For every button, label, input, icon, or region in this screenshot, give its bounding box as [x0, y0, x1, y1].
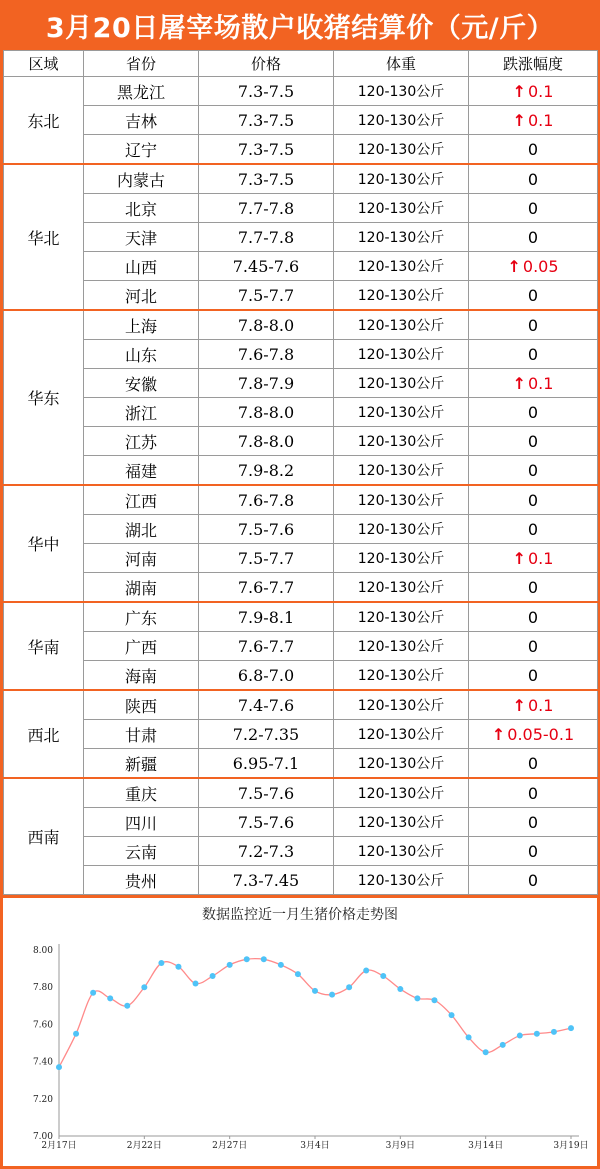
province-cell: 上海: [84, 310, 199, 340]
province-cell: 安徽: [84, 369, 199, 398]
change-value: 0: [527, 285, 539, 305]
change-cell: [469, 749, 598, 779]
change-cell: [469, 398, 598, 427]
x-tick-label: 3月14日: [468, 1141, 504, 1151]
province-cell: 黑龙江: [84, 77, 199, 106]
data-point: [431, 997, 437, 1003]
table-row: [4, 252, 598, 281]
province-cell: 海南: [84, 661, 199, 691]
price-cell: 7.2-7.3: [199, 837, 334, 866]
change-cell: [469, 194, 598, 223]
data-point: [312, 988, 318, 994]
province-cell: 河南: [84, 544, 199, 573]
data-point: [175, 964, 181, 970]
price-cell: 7.6-7.7: [199, 632, 334, 661]
change-value: 0.1: [527, 695, 554, 715]
arrow-up-icon: ↑: [512, 373, 526, 393]
change-cell: [469, 515, 598, 544]
table-row: [4, 808, 598, 837]
y-tick-label: 7.00: [32, 1132, 53, 1142]
change-value: 0.05-0.1: [507, 724, 575, 744]
x-tick-label: 2月27日: [212, 1141, 248, 1151]
data-point: [107, 995, 113, 1001]
province-cell: 陕西: [84, 690, 199, 720]
change-cell: [469, 106, 598, 135]
table-row: [4, 749, 598, 779]
province-cell: 重庆: [84, 778, 199, 808]
table-row: [4, 720, 598, 749]
change-cell: [469, 632, 598, 661]
weight-cell: 120-130公斤: [334, 515, 469, 544]
weight-cell: 120-130公斤: [334, 194, 469, 223]
data-point: [329, 992, 335, 998]
arrow-up-icon: ↑: [507, 256, 521, 276]
table-row: [4, 778, 598, 808]
table-row: [4, 632, 598, 661]
table-header-row: [4, 51, 598, 77]
province-cell: 广东: [84, 602, 199, 632]
weight-cell: 120-130公斤: [334, 808, 469, 837]
price-cell: 7.5-7.6: [199, 778, 334, 808]
change-value: 0: [527, 841, 539, 861]
weight-cell: 120-130公斤: [334, 749, 469, 779]
table-row: [4, 544, 598, 573]
change-value: 0: [527, 607, 539, 627]
header-region: 区域: [4, 51, 84, 77]
change-value: 0: [527, 431, 539, 451]
page-title: 3月20日屠宰场散户收猪结算价（元/斤）: [45, 12, 555, 44]
change-cell: [469, 456, 598, 486]
table-row: [4, 573, 598, 603]
price-cell: 7.7-7.8: [199, 223, 334, 252]
data-point: [380, 973, 386, 979]
arrow-up-icon: ↑: [512, 695, 526, 715]
change-value: 0.1: [527, 548, 554, 568]
change-value: 0: [527, 402, 539, 422]
change-value: 0: [527, 139, 539, 159]
weight-cell: 120-130公斤: [334, 252, 469, 281]
weight-cell: 120-130公斤: [334, 164, 469, 194]
data-point: [551, 1029, 557, 1035]
weight-cell: 120-130公斤: [334, 661, 469, 691]
province-cell: 辽宁: [84, 135, 199, 165]
price-cell: 7.8-7.9: [199, 369, 334, 398]
data-point: [397, 986, 403, 992]
data-point: [534, 1031, 540, 1037]
data-point: [483, 1049, 489, 1055]
province-cell: 北京: [84, 194, 199, 223]
price-cell: 7.6-7.8: [199, 485, 334, 515]
change-value: 0.05: [522, 256, 559, 276]
change-cell: [469, 690, 598, 720]
weight-cell: 120-130公斤: [334, 369, 469, 398]
price-cell: 7.3-7.5: [199, 135, 334, 165]
weight-cell: 120-130公斤: [334, 456, 469, 486]
header-price: 价格: [199, 51, 334, 77]
change-value: 0.1: [527, 110, 554, 130]
change-value: 0: [527, 169, 539, 189]
weight-cell: 120-130公斤: [334, 106, 469, 135]
arrow-up-icon: ↑: [512, 110, 526, 130]
price-cell: 7.5-7.7: [199, 281, 334, 311]
weight-cell: 120-130公斤: [334, 223, 469, 252]
change-cell: [469, 427, 598, 456]
data-point: [193, 980, 199, 986]
header-province: 省份: [84, 51, 199, 77]
data-point: [90, 990, 96, 996]
change-cell: [469, 866, 598, 895]
table-row: [4, 340, 598, 369]
change-value: 0: [527, 753, 539, 773]
province-cell: 天津: [84, 223, 199, 252]
change-cell: [469, 369, 598, 398]
change-cell: [469, 837, 598, 866]
province-cell: 福建: [84, 456, 199, 486]
y-tick-label: 7.60: [32, 1020, 53, 1031]
table-row: [4, 866, 598, 895]
price-cell: 7.8-8.0: [199, 398, 334, 427]
change-value: 0.1: [527, 81, 554, 101]
table-row: [4, 369, 598, 398]
change-value: 0: [527, 519, 539, 539]
table-row: [4, 135, 598, 165]
province-cell: 贵州: [84, 866, 199, 895]
price-cell: 7.3-7.5: [199, 77, 334, 106]
y-tick-label: 8.00: [32, 946, 53, 956]
change-value: 0: [527, 783, 539, 803]
table-row: [4, 515, 598, 544]
province-cell: 广西: [84, 632, 199, 661]
price-cell: 7.3-7.45: [199, 866, 334, 895]
price-table: [3, 50, 598, 895]
table-row: [4, 106, 598, 135]
change-value: 0: [527, 636, 539, 656]
table-row: [4, 837, 598, 866]
price-cell: 7.3-7.5: [199, 106, 334, 135]
weight-cell: 120-130公斤: [334, 398, 469, 427]
price-cell: 7.5-7.6: [199, 808, 334, 837]
price-cell: 7.7-7.8: [199, 194, 334, 223]
arrow-up-icon: ↑: [491, 724, 506, 744]
table-row: [4, 398, 598, 427]
weight-cell: 120-130公斤: [334, 632, 469, 661]
data-point: [466, 1034, 472, 1040]
province-cell: 四川: [84, 808, 199, 837]
table-row: [4, 602, 598, 632]
change-cell: [469, 602, 598, 632]
y-tick-label: 7.80: [32, 983, 53, 994]
province-cell: 江西: [84, 485, 199, 515]
change-value: 0: [527, 460, 539, 480]
price-cell: 6.95-7.1: [199, 749, 334, 779]
weight-cell: 120-130公斤: [334, 544, 469, 573]
x-tick-label: 3月9日: [385, 1141, 416, 1151]
price-cell: 7.8-8.0: [199, 427, 334, 456]
price-cell: 7.5-7.6: [199, 515, 334, 544]
data-point: [210, 973, 216, 979]
change-cell: [469, 252, 598, 281]
data-point: [346, 984, 352, 990]
data-point: [295, 971, 301, 977]
province-cell: 新疆: [84, 749, 199, 779]
change-cell: [469, 281, 598, 311]
data-point: [73, 1031, 79, 1037]
x-tick-label: 2月22日: [126, 1141, 162, 1151]
weight-cell: 120-130公斤: [334, 720, 469, 749]
weight-cell: 120-130公斤: [334, 837, 469, 866]
table-row: [4, 690, 598, 720]
weight-cell: 120-130公斤: [334, 485, 469, 515]
change-cell: [469, 573, 598, 603]
price-cell: 7.9-8.2: [199, 456, 334, 486]
table-row: [4, 281, 598, 311]
change-value: 0: [527, 812, 539, 832]
data-point: [227, 962, 233, 968]
province-cell: 河北: [84, 281, 199, 311]
header-weight: 体重: [334, 51, 469, 77]
price-cell: 7.4-7.6: [199, 690, 334, 720]
table-row: [4, 223, 598, 252]
data-point: [517, 1033, 523, 1039]
price-cell: 7.3-7.5: [199, 164, 334, 194]
price-cell: 7.9-8.1: [199, 602, 334, 632]
change-value: 0: [527, 490, 539, 510]
weight-cell: 120-130公斤: [334, 602, 469, 632]
x-tick-label: 3月19日: [553, 1141, 589, 1151]
change-cell: [469, 778, 598, 808]
change-cell: [469, 485, 598, 515]
change-cell: [469, 310, 598, 340]
data-point: [158, 960, 164, 966]
y-tick-label: 7.20: [32, 1094, 53, 1105]
change-value: 0: [527, 198, 539, 218]
weight-cell: 120-130公斤: [334, 340, 469, 369]
table-body: [4, 77, 598, 895]
table-row: [4, 310, 598, 340]
change-cell: [469, 164, 598, 194]
weight-cell: 120-130公斤: [334, 778, 469, 808]
province-cell: 甘肃: [84, 720, 199, 749]
change-cell: [469, 720, 598, 749]
table-row: [4, 661, 598, 691]
arrow-up-icon: ↑: [512, 548, 526, 568]
chart-title: 数据监控近一月生猪价格走势图: [202, 907, 398, 923]
weight-cell: 120-130公斤: [334, 310, 469, 340]
region-cell: 西北: [4, 690, 84, 778]
change-cell: [469, 77, 598, 106]
change-value: 0: [527, 344, 539, 364]
price-cell: 7.45-7.6: [199, 252, 334, 281]
price-cell: 6.8-7.0: [199, 661, 334, 691]
region-cell: 华北: [4, 164, 84, 310]
change-value: 0.1: [527, 373, 554, 393]
region-cell: 华南: [4, 602, 84, 690]
series-line: [59, 959, 571, 1068]
province-cell: 吉林: [84, 106, 199, 135]
province-cell: 山东: [84, 340, 199, 369]
y-tick-label: 7.40: [32, 1057, 53, 1068]
change-cell: [469, 808, 598, 837]
weight-cell: 120-130公斤: [334, 866, 469, 895]
province-cell: 内蒙古: [84, 164, 199, 194]
data-point: [244, 956, 250, 962]
data-point: [449, 1012, 455, 1018]
table-row: [4, 194, 598, 223]
price-cell: 7.5-7.7: [199, 544, 334, 573]
region-cell: 华东: [4, 310, 84, 485]
price-cell: 7.6-7.8: [199, 340, 334, 369]
change-value: 0: [527, 577, 539, 597]
data-point: [363, 967, 369, 973]
data-point: [124, 1003, 130, 1009]
data-point: [278, 962, 284, 968]
price-cell: 7.8-8.0: [199, 310, 334, 340]
weight-cell: 120-130公斤: [334, 573, 469, 603]
weight-cell: 120-130公斤: [334, 690, 469, 720]
data-point: [141, 984, 147, 990]
change-value: 0: [527, 870, 539, 890]
trend-chart: [3, 898, 597, 1166]
data-point: [56, 1064, 62, 1070]
province-cell: 湖北: [84, 515, 199, 544]
trend-chart-svg: [3, 898, 597, 1166]
data-point: [261, 956, 267, 962]
province-cell: 江苏: [84, 427, 199, 456]
change-value: 0: [527, 315, 539, 335]
region-cell: 西南: [4, 778, 84, 895]
price-cell: 7.2-7.35: [199, 720, 334, 749]
weight-cell: 120-130公斤: [334, 427, 469, 456]
table-row: [4, 427, 598, 456]
province-cell: 浙江: [84, 398, 199, 427]
table-row: [4, 456, 598, 486]
x-tick-label: 3月4日: [300, 1141, 330, 1151]
data-point: [568, 1025, 574, 1031]
price-table-wrap: [3, 50, 597, 895]
region-cell: 华中: [4, 485, 84, 602]
table-row: [4, 77, 598, 106]
province-cell: 湖南: [84, 573, 199, 603]
change-cell: [469, 544, 598, 573]
province-cell: 云南: [84, 837, 199, 866]
change-cell: [469, 661, 598, 691]
table-row: [4, 164, 598, 194]
data-point: [414, 995, 420, 1001]
province-cell: 山西: [84, 252, 199, 281]
change-cell: [469, 135, 598, 165]
change-value: 0: [527, 665, 539, 685]
weight-cell: 120-130公斤: [334, 135, 469, 165]
region-cell: 东北: [4, 77, 84, 165]
change-value: 0: [527, 227, 539, 247]
change-cell: [469, 340, 598, 369]
table-row: [4, 485, 598, 515]
header-change: 跌涨幅度: [469, 51, 598, 77]
x-tick-label: 2月17日: [41, 1141, 77, 1151]
weight-cell: 120-130公斤: [334, 281, 469, 311]
price-cell: 7.6-7.7: [199, 573, 334, 603]
change-cell: [469, 223, 598, 252]
weight-cell: 120-130公斤: [334, 77, 469, 106]
arrow-up-icon: ↑: [512, 81, 526, 101]
data-point: [500, 1042, 506, 1048]
